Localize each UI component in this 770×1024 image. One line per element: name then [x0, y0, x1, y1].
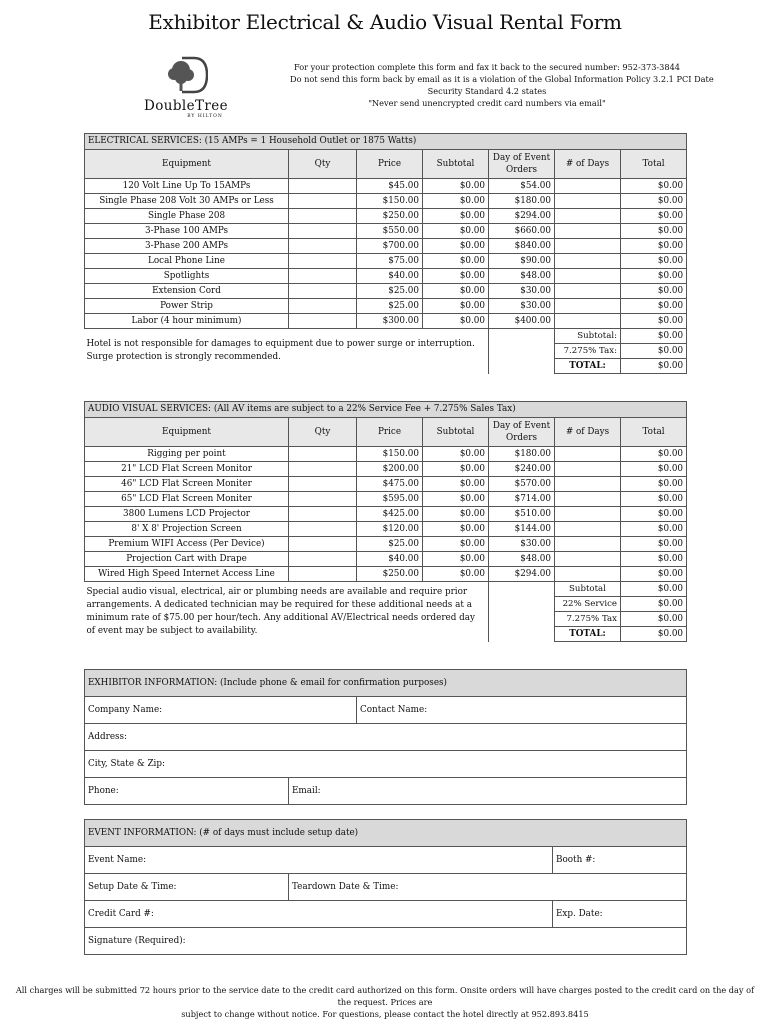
- equipment-cell: Projection Cart with Drape: [85, 552, 289, 567]
- exp-date-field[interactable]: Exp. Date:: [553, 901, 687, 928]
- equipment-cell: Power Strip: [85, 299, 289, 314]
- equipment-cell: Extension Cord: [85, 284, 289, 299]
- qty-cell[interactable]: [289, 522, 357, 537]
- form-title: Exhibitor Electrical & Audio Visual Rental Form: [148, 10, 622, 34]
- equipment-cell: 3800 Lumens LCD Projector: [85, 507, 289, 522]
- total-cell: $0.00: [621, 179, 687, 194]
- table-row: [85, 314, 687, 329]
- qty-cell[interactable]: [289, 269, 357, 284]
- notice-line: For your protection complete this form and fax it back to the secured number: 952-373-3844: [293, 62, 681, 72]
- company-name-field[interactable]: Company Name:: [85, 697, 357, 724]
- days-cell[interactable]: [555, 477, 621, 492]
- subtotal-cell: $0.00: [423, 209, 489, 224]
- price-cell: $700.00: [357, 239, 423, 254]
- av-note: Special audio visual, electrical, air or plumbing needs are available and require prior arrangements. A dedicated technician may be required for these additional needs at a minimum rate of $75.00 per hour/tech. Any additional AV/Electrical needs ordered day of event may be subject to availability.: [86, 586, 475, 636]
- total-cell: $0.00: [621, 447, 687, 462]
- logo-brand: DoubleTree: [143, 98, 229, 114]
- total-cell: $0.00: [621, 507, 687, 522]
- subtotal-cell: $0.00: [423, 284, 489, 299]
- notice-line: Security Standard 4.2 states: [427, 86, 547, 96]
- av-tax-label: 7.275% Tax: [555, 612, 621, 627]
- price-cell: $250.00: [357, 567, 423, 582]
- av-total-label: TOTAL:: [555, 627, 621, 642]
- days-cell[interactable]: [555, 269, 621, 284]
- total-cell: $0.00: [621, 269, 687, 284]
- exhibitor-section-title: EXHIBITOR INFORMATION: (Include phone & email for confirmation purposes): [85, 670, 687, 697]
- address-field[interactable]: Address:: [85, 724, 687, 751]
- electrical-tax-value: $0.00: [621, 344, 687, 359]
- av-section-title: AUDIO VISUAL SERVICES: (All AV items are subject to a 22% Service Fee + 7.275% Sales Tax): [85, 402, 687, 418]
- table-row: [85, 507, 687, 522]
- notice-line: Do not send this form back by email as it is a violation of the Global Information Policy 3.2.1 PCI Date: [290, 74, 714, 84]
- subtotal-cell: $0.00: [423, 179, 489, 194]
- price-cell: $40.00: [357, 552, 423, 567]
- day-of-event-cell: $54.00: [489, 179, 555, 194]
- qty-cell[interactable]: [289, 492, 357, 507]
- equipment-cell: Local Phone Line: [85, 254, 289, 269]
- table-row: [85, 224, 687, 239]
- table-row: [85, 477, 687, 492]
- days-cell[interactable]: [555, 462, 621, 477]
- price-cell: $550.00: [357, 224, 423, 239]
- table-row: [85, 522, 687, 537]
- days-cell[interactable]: [555, 284, 621, 299]
- qty-cell[interactable]: [289, 179, 357, 194]
- subtotal-cell: $0.00: [423, 492, 489, 507]
- electrical-total-label: TOTAL:: [555, 359, 621, 374]
- city-state-zip-field[interactable]: City, State & Zip:: [85, 751, 687, 778]
- fax-notice: [290, 61, 714, 109]
- av-subtotal-value: $0.00: [621, 582, 687, 597]
- day-of-event-cell: $840.00: [489, 239, 555, 254]
- logo-sub: BY HILTON: [187, 114, 223, 119]
- col-day-of-event: Day of Event Orders: [489, 418, 555, 447]
- av-gap: [489, 582, 555, 642]
- qty-cell[interactable]: [289, 299, 357, 314]
- col-price: Price: [357, 150, 423, 179]
- electrical-subtotal-value: $0.00: [621, 329, 687, 344]
- table-row: [85, 194, 687, 209]
- equipment-cell: 120 Volt Line Up To 15AMPs: [85, 179, 289, 194]
- subtotal-cell: $0.00: [423, 299, 489, 314]
- equipment-cell: Premium WIFI Access (Per Device): [85, 537, 289, 552]
- total-cell: $0.00: [621, 492, 687, 507]
- contact-name-field[interactable]: Contact Name:: [357, 697, 687, 724]
- day-of-event-cell: $48.00: [489, 552, 555, 567]
- electrical-section-title: ELECTRICAL SERVICES: (15 AMPs = 1 Household Outlet or 1875 Watts): [85, 134, 687, 150]
- price-cell: $200.00: [357, 462, 423, 477]
- qty-cell[interactable]: [289, 462, 357, 477]
- subtotal-cell: $0.00: [423, 507, 489, 522]
- electrical-gap: [489, 329, 555, 374]
- col-qty: Qty: [289, 150, 357, 179]
- equipment-cell: Wired High Speed Internet Access Line: [85, 567, 289, 582]
- electrical-subtotal-label: Subtotal:: [555, 329, 621, 344]
- price-cell: $45.00: [357, 179, 423, 194]
- subtotal-cell: $0.00: [423, 462, 489, 477]
- total-cell: $0.00: [621, 477, 687, 492]
- equipment-cell: Single Phase 208 Volt 30 AMPs or Less: [85, 194, 289, 209]
- days-cell[interactable]: [555, 537, 621, 552]
- qty-cell[interactable]: [289, 552, 357, 567]
- qty-cell[interactable]: [289, 194, 357, 209]
- electrical-table: [84, 133, 687, 374]
- days-cell[interactable]: [555, 522, 621, 537]
- price-cell: $40.00: [357, 269, 423, 284]
- equipment-cell: Rigging per point: [85, 447, 289, 462]
- table-row: [85, 179, 687, 194]
- footer-line: subject to change without notice. For questions, please contact the hotel directly at 952.893.8415: [181, 1009, 589, 1019]
- table-row: [85, 567, 687, 582]
- days-cell[interactable]: [555, 209, 621, 224]
- table-row: [85, 552, 687, 567]
- total-cell: $0.00: [621, 462, 687, 477]
- day-of-event-cell: $660.00: [489, 224, 555, 239]
- day-of-event-cell: $48.00: [489, 269, 555, 284]
- table-row: [85, 492, 687, 507]
- qty-cell[interactable]: [289, 567, 357, 582]
- day-of-event-cell: $400.00: [489, 314, 555, 329]
- day-of-event-cell: $570.00: [489, 477, 555, 492]
- av-total-value: $0.00: [621, 627, 687, 642]
- equipment-cell: Single Phase 208: [85, 209, 289, 224]
- table-row: [85, 299, 687, 314]
- qty-cell[interactable]: [289, 507, 357, 522]
- price-cell: $475.00: [357, 477, 423, 492]
- subtotal-cell: $0.00: [423, 477, 489, 492]
- table-row: [85, 537, 687, 552]
- subtotal-cell: $0.00: [423, 269, 489, 284]
- electrical-tax-label: 7.275% Tax:: [555, 344, 621, 359]
- total-cell: $0.00: [621, 314, 687, 329]
- subtotal-cell: $0.00: [423, 194, 489, 209]
- qty-cell[interactable]: [289, 254, 357, 269]
- table-row: [85, 239, 687, 254]
- total-cell: $0.00: [621, 194, 687, 209]
- equipment-cell: Spotlights: [85, 269, 289, 284]
- event-section-title: EVENT INFORMATION: (# of days must include setup date): [85, 820, 687, 847]
- footer-line: All charges will be submitted 72 hours prior to the service date to the credit card authorized on this form. Onsite orders will have charges posted to the credit card on the day of the request. Prices are: [15, 985, 755, 1007]
- table-row: [85, 447, 687, 462]
- av-service-label: 22% Service: [555, 597, 621, 612]
- col-days: # of Days: [555, 418, 621, 447]
- col-price: Price: [357, 418, 423, 447]
- col-equipment: Equipment: [85, 418, 289, 447]
- equipment-cell: 3-Phase 100 AMPs: [85, 224, 289, 239]
- exhibitor-info-table: [84, 669, 687, 805]
- day-of-event-cell: $510.00: [489, 507, 555, 522]
- total-cell: $0.00: [621, 284, 687, 299]
- electrical-total-value: $0.00: [621, 359, 687, 374]
- days-cell[interactable]: [555, 567, 621, 582]
- table-row: [85, 269, 687, 284]
- notice-line: "Never send unencrypted credit card numbers via email": [368, 98, 606, 108]
- email-field[interactable]: Email:: [289, 778, 687, 805]
- av-table: [84, 401, 687, 642]
- col-day-of-event: Day of Event Orders: [489, 150, 555, 179]
- total-cell: $0.00: [621, 522, 687, 537]
- phone-field[interactable]: Phone:: [85, 778, 289, 805]
- price-cell: $595.00: [357, 492, 423, 507]
- subtotal-cell: $0.00: [423, 567, 489, 582]
- subtotal-cell: $0.00: [423, 552, 489, 567]
- days-cell[interactable]: [555, 224, 621, 239]
- total-cell: $0.00: [621, 209, 687, 224]
- qty-cell[interactable]: [289, 537, 357, 552]
- event-name-field[interactable]: Event Name:: [85, 847, 553, 874]
- setup-date-field[interactable]: Setup Date & Time:: [85, 874, 289, 901]
- price-cell: $25.00: [357, 299, 423, 314]
- total-cell: $0.00: [621, 537, 687, 552]
- price-cell: $25.00: [357, 537, 423, 552]
- equipment-cell: 8' X 8' Projection Screen: [85, 522, 289, 537]
- qty-cell[interactable]: [289, 447, 357, 462]
- av-tax-value: $0.00: [621, 612, 687, 627]
- teardown-date-field[interactable]: Teardown Date & Time:: [289, 874, 687, 901]
- col-total: Total: [621, 150, 687, 179]
- qty-cell[interactable]: [289, 314, 357, 329]
- day-of-event-cell: $90.00: [489, 254, 555, 269]
- days-cell[interactable]: [555, 299, 621, 314]
- price-cell: $300.00: [357, 314, 423, 329]
- days-cell[interactable]: [555, 254, 621, 269]
- col-subtotal: Subtotal: [423, 150, 489, 179]
- col-days: # of Days: [555, 150, 621, 179]
- days-cell[interactable]: [555, 194, 621, 209]
- doubletree-logo: [138, 56, 234, 119]
- day-of-event-cell: $30.00: [489, 537, 555, 552]
- day-of-event-cell: $30.00: [489, 284, 555, 299]
- equipment-cell: 46" LCD Flat Screen Moniter: [85, 477, 289, 492]
- day-of-event-cell: $180.00: [489, 194, 555, 209]
- equipment-cell: 3-Phase 200 AMPs: [85, 239, 289, 254]
- subtotal-cell: $0.00: [423, 537, 489, 552]
- day-of-event-cell: $144.00: [489, 522, 555, 537]
- subtotal-cell: $0.00: [423, 254, 489, 269]
- qty-cell[interactable]: [289, 209, 357, 224]
- price-cell: $150.00: [357, 447, 423, 462]
- total-cell: $0.00: [621, 254, 687, 269]
- day-of-event-cell: $240.00: [489, 462, 555, 477]
- col-total: Total: [621, 418, 687, 447]
- event-info-table: [84, 819, 687, 955]
- day-of-event-cell: $30.00: [489, 299, 555, 314]
- subtotal-cell: $0.00: [423, 522, 489, 537]
- col-subtotal: Subtotal: [423, 418, 489, 447]
- av-service-value: $0.00: [621, 597, 687, 612]
- total-cell: $0.00: [621, 239, 687, 254]
- qty-cell[interactable]: [289, 239, 357, 254]
- total-cell: $0.00: [621, 552, 687, 567]
- subtotal-cell: $0.00: [423, 447, 489, 462]
- table-row: [85, 284, 687, 299]
- days-cell[interactable]: [555, 552, 621, 567]
- table-row: [85, 462, 687, 477]
- equipment-cell: Labor (4 hour minimum): [85, 314, 289, 329]
- equipment-cell: 65" LCD Flat Screen Moniter: [85, 492, 289, 507]
- total-cell: $0.00: [621, 299, 687, 314]
- booth-field[interactable]: Booth #:: [553, 847, 687, 874]
- col-equipment: Equipment: [85, 150, 289, 179]
- footer-note: [8, 984, 762, 1020]
- equipment-cell: 21" LCD Flat Screen Monitor: [85, 462, 289, 477]
- day-of-event-cell: $294.00: [489, 209, 555, 224]
- av-subtotal-label: Subtotal: [555, 582, 621, 597]
- qty-cell[interactable]: [289, 284, 357, 299]
- price-cell: $25.00: [357, 284, 423, 299]
- total-cell: $0.00: [621, 224, 687, 239]
- days-cell[interactable]: [555, 447, 621, 462]
- day-of-event-cell: $180.00: [489, 447, 555, 462]
- signature-field[interactable]: Signature (Required):: [85, 928, 687, 955]
- days-cell[interactable]: [555, 492, 621, 507]
- table-row: [85, 209, 687, 224]
- table-row: [85, 254, 687, 269]
- days-cell[interactable]: [555, 239, 621, 254]
- credit-card-field[interactable]: Credit Card #:: [85, 901, 553, 928]
- qty-cell[interactable]: [289, 224, 357, 239]
- days-cell[interactable]: [555, 507, 621, 522]
- price-cell: $120.00: [357, 522, 423, 537]
- subtotal-cell: $0.00: [423, 314, 489, 329]
- days-cell[interactable]: [555, 179, 621, 194]
- col-qty: Qty: [289, 418, 357, 447]
- qty-cell[interactable]: [289, 477, 357, 492]
- subtotal-cell: $0.00: [423, 224, 489, 239]
- price-cell: $75.00: [357, 254, 423, 269]
- price-cell: $425.00: [357, 507, 423, 522]
- total-cell: $0.00: [621, 567, 687, 582]
- day-of-event-cell: $714.00: [489, 492, 555, 507]
- days-cell[interactable]: [555, 314, 621, 329]
- price-cell: $150.00: [357, 194, 423, 209]
- day-of-event-cell: $294.00: [489, 567, 555, 582]
- tree-d-logo-icon: [164, 56, 208, 94]
- price-cell: $250.00: [357, 209, 423, 224]
- electrical-note: Hotel is not responsible for damages to equipment due to power surge or interruption. Surge protection is strongly recommended.: [86, 339, 475, 363]
- subtotal-cell: $0.00: [423, 239, 489, 254]
